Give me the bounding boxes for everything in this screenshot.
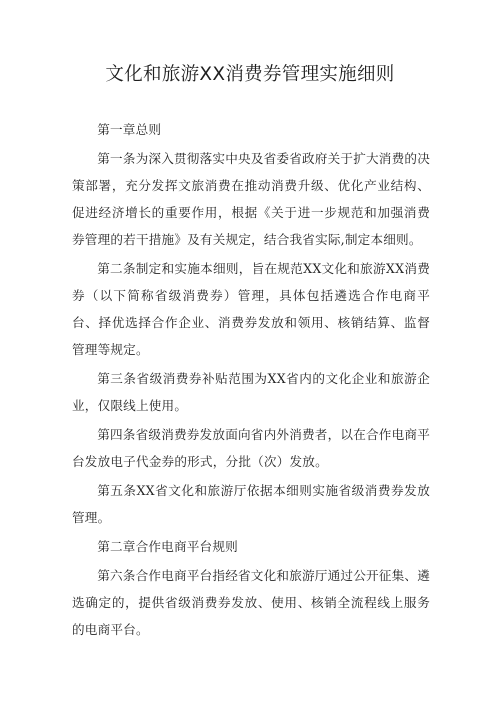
- article-4: 第四条省级消费券发放面向省内外消费者，以在合作电商平台发放电子代金券的形式，分批（次）发放。: [72, 427, 430, 469]
- article-3: 第三条省级消费券补贴范围为XX省内的文化企业和旅游企业，仅限线上使用。: [72, 371, 430, 413]
- article-6: 第六条合作电商平台指经省文化和旅游厅通过公开征集、遴选确定的，提供省级消费券发放、使用、核销全流程线上服务的电商平台。: [72, 568, 430, 637]
- article-1: 第一条为深入贯彻落实中央及省委省政府关于扩大消费的决策部署，充分发挥文旅消费在推动消费升级、优化产业结构、促进经济增长的重要作用，根据《关于进一步规范和加强消费券管理的若干措施》及有关规定，结合我省实际,制定本细则。: [72, 151, 430, 247]
- chapter-2-heading: 第二章合作电商平台规则: [97, 539, 238, 554]
- chapter-1-heading: 第一章总则: [97, 122, 162, 137]
- document-body: [72, 116, 430, 645]
- article-2: 第二条制定和实施本细则，旨在规范XX文化和旅游XX消费券（以下简称省级消费券）管理，具体包括遴选合作电商平台、择优选择合作企业、消费券发放和领用、核销结算、监督管理等规定。: [72, 261, 430, 357]
- article-5: 第五条XX省文化和旅游厅依据本细则实施省级消费券发放管理。: [72, 483, 430, 525]
- document-title: 文化和旅游XX消费券管理实施细则: [105, 64, 395, 85]
